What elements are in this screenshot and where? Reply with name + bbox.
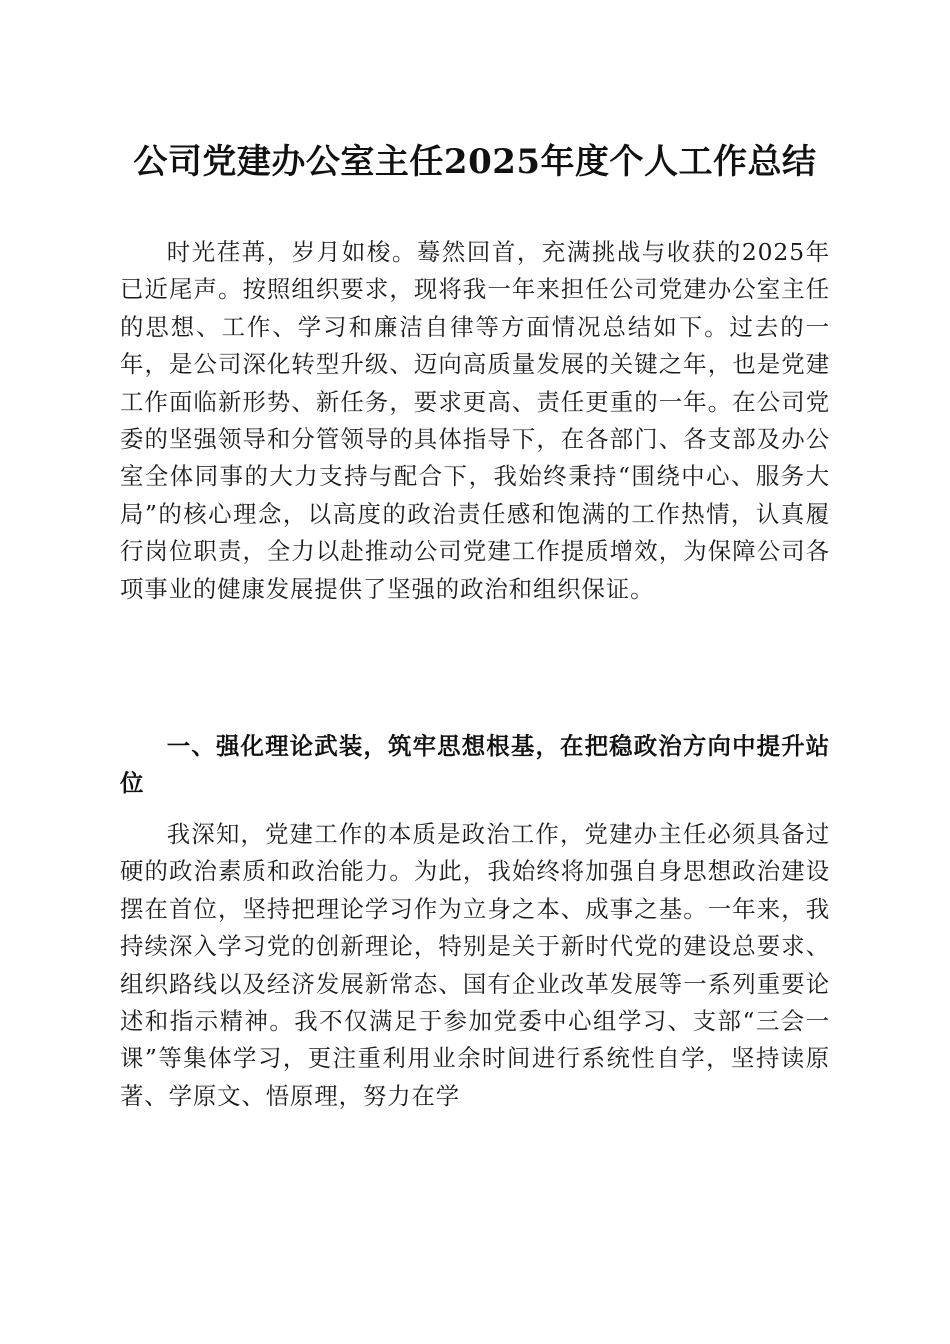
section-1-paragraph: 我深知，党建工作的本质是政治工作，党建办主任必须具备过硬的政治素质和政治能力。为此，我始终将加强自身思想政治建设摆在首位，坚持把理论学习作为立身之本、成事之基。一年来，我持续深入学习党的创新理论，特别是关于新时代党的建设总要求、组织路线以及经济发展新常态、国有企业改革发展等一系列重要论述和指示精神。我不仅满足于参加党委中心组学习、支部“三会一课”等集体学习，更注重利用业余时间进行系统性自学，坚持读原著、学原文、悟原理，努力在学 xyxy=(120,820,830,1110)
document-title: 公司党建办公室主任2025年度个人工作总结 xyxy=(133,142,817,182)
section-heading-1: 一、强化理论武装，筑牢思想根基，在把稳政治方向中提升站位 xyxy=(120,732,830,798)
intro-paragraph: 时光荏苒，岁月如梭。蓦然回首，充满挑战与收获的2025年已近尾声。按照组织要求，现将我一年来担任公司党建办公室主任的思想、工作、学习和廉洁自律等方面情况总结如下。过去的一年，是公司深化转型升级、迈向高质量发展的关键之年，也是党建工作面临新形势、新任务，要求更高、责任更重的一年。在公司党委的坚强领导和分管领导的具体指导下，在各部门、各支部及办公室全体同事的大力支持与配合下，我始终秉持“围绕中心、服务大局”的核心理念，以高度的政治责任感和饱满的工作热情，认真履行岗位职责，全力以赴推动公司党建工作提质增效，为保障公司各项事业的健康发展提供了坚强的政治和组织保证。 xyxy=(120,238,830,603)
